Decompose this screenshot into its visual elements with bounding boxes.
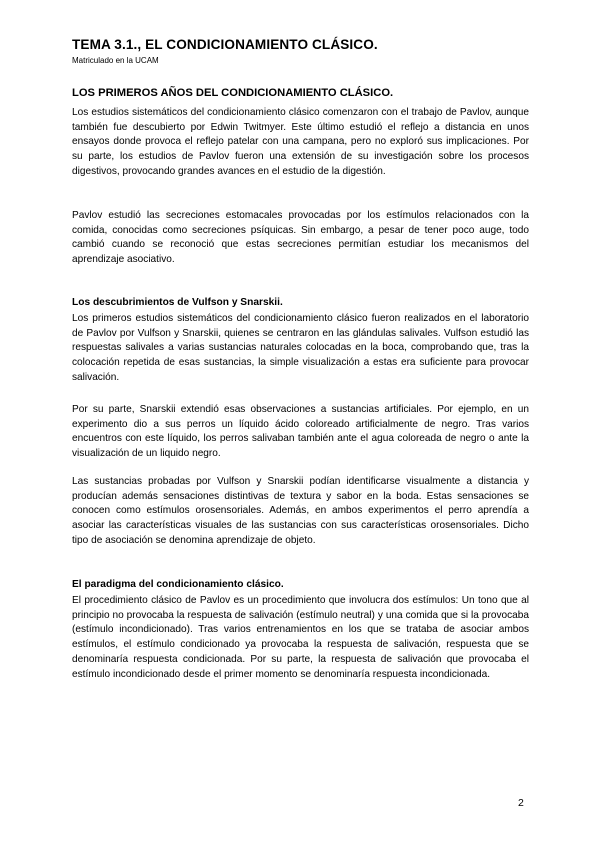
subsection-heading: El paradigma del condicionamiento clásico. xyxy=(72,579,284,590)
paragraph: Pavlov estudió las secreciones estomacales provocadas por los estímulos relacionados con la comida, conocidas como secreciones psíquicas. Sin embargo, a pesar de tener poco auge, todo cambió cuando se reconoció que estas secreciones permitían estudiar los mecanismos del aprendizaje asociativo. xyxy=(72,210,529,266)
paragraph: El procedimiento clásico de Pavlov es un procedimiento que involucra dos estímulos: Un tono que al principio no provocaba la respuesta de salivación (estímulo neutral) y una comida que si la provocaba (estímulo incondicionado). Tras varios entrenamientos en los que se trataba de asociar ambos estímulos, el estímulo condicionado ya provocaba la respuesta de salivación, respuesta que se denominaría respuesta condicionada. Por su parte, la respuesta de salivación que provocaba el estímulo incondicionado desde el primer momento se denominaría respuesta incondicionada. xyxy=(72,595,529,680)
paragraph: Los estudios sistemáticos del condicionamiento clásico comenzaron con el trabajo de Pavlov, aunque también fue descubierto por Edwin Twitmyer. Este último estudió el reflejo a distancia en unos ensayos donde provoca el reflejo patelar con una campana, pero no exploró sus implicaciones. Por su parte, los estudios de Pavlov fueron una extensión de su investigación sobre los procesos digestivos, provocando grandes avances en el estudio de la digestión. xyxy=(72,107,529,177)
subsection-heading: Los descubrimientos de Vulfson y Snarskii. xyxy=(72,297,283,308)
section-heading: LOS PRIMEROS AÑOS DEL CONDICIONAMIENTO CLÁSICO. xyxy=(72,87,394,99)
paragraph: Las sustancias probadas por Vulfson y Snarskii podían identificarse visualmente a distancia y producían además sensaciones distintivas de textura y sabor en la boda. Estas sensaciones se conocen como estímulos orosensoriales. Además, en ambos experimentos el perro aprendía a asociar las características visuales de las sustancias con sus características orosensoriales. Dicho tipo de asociación se denomina aprendizaje de objeto. xyxy=(72,476,529,546)
paragraph: Los primeros estudios sistemáticos del condicionamiento clásico fueron realizados en el laboratorio de Pavlov por Vulfson y Snarskii, quienes se centraron en las glándulas salivales. Vulfson estudió las respuestas salivales a varias sustancias naturales colocadas en la boca, comprobando que, tras la colocación repetida de esas sustancias, la simple visualización a estas era suficiente para provocar salivación. xyxy=(72,313,529,383)
document-title: TEMA 3.1., EL CONDICIONAMIENTO CLÁSICO. xyxy=(72,37,378,52)
page-number: 2 xyxy=(518,797,524,809)
document-subtitle: Matriculado en la UCAM xyxy=(72,56,159,65)
paragraph: Por su parte, Snarskii extendió esas observaciones a sustancias artificiales. Por ejemplo, en un experimento dio a sus perros un líquido ácido coloreado artificialmente de negro. Tras varios encuentros con este líquido, los perros salivaban también ante el agua coloreada de negro o ante la visualización de un liquido negro. xyxy=(72,404,529,460)
